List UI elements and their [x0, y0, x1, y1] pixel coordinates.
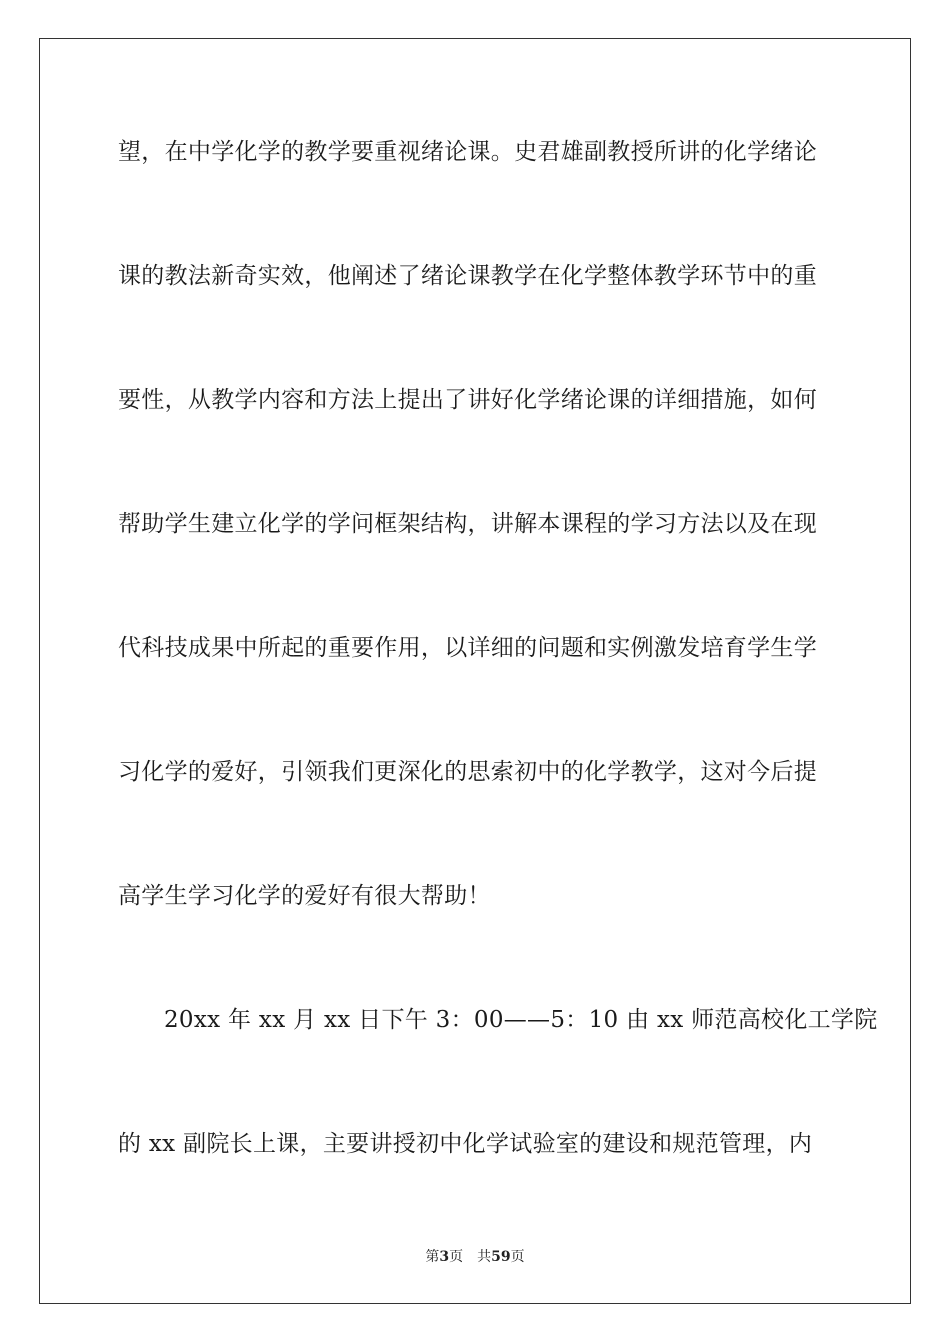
body-text-line-7: 高学生学习化学的爱好有很大帮助！ — [118, 883, 491, 909]
body-text-line-9: 的 xx 副院长上课，主要讲授初中化学试验室的建设和规范管理，内 — [118, 1131, 813, 1157]
page-label-suffix: 页 — [449, 1249, 464, 1265]
body-text-line-2: 课的教法新奇实效，他阐述了绪论课教学在化学整体教学环节中的重 — [118, 263, 817, 289]
body-text-line-6: 习化学的爱好，引领我们更深化的思索初中的化学教学，这对今后提 — [118, 759, 817, 785]
body-text-line-4: 帮助学生建立化学的学问框架结构，讲解本课程的学习方法以及在现 — [118, 511, 817, 537]
total-label-prefix: 共 — [477, 1249, 492, 1265]
body-text-line-5: 代科技成果中所起的重要作用，以详细的问题和实例激发培育学生学 — [118, 635, 817, 661]
body-text-line-1: 望，在中学化学的教学要重视绪论课。史君雄副教授所讲的化学绪论 — [118, 139, 817, 165]
page-number: 3 — [439, 1249, 450, 1265]
total-pages: 59 — [491, 1249, 511, 1265]
page-label-prefix: 第 — [425, 1249, 440, 1265]
body-text-line-3: 要性，从教学内容和方法上提出了讲好化学绪论课的详细措施，如何 — [118, 387, 817, 413]
total-label-suffix: 页 — [510, 1249, 525, 1265]
body-text-paragraph-start: 20xx 年 xx 月 xx 日下午 3：00——5：10 由 xx 师范高校化工学院 — [164, 1007, 878, 1033]
page-border — [39, 38, 911, 1304]
page-footer — [0, 1248, 950, 1266]
